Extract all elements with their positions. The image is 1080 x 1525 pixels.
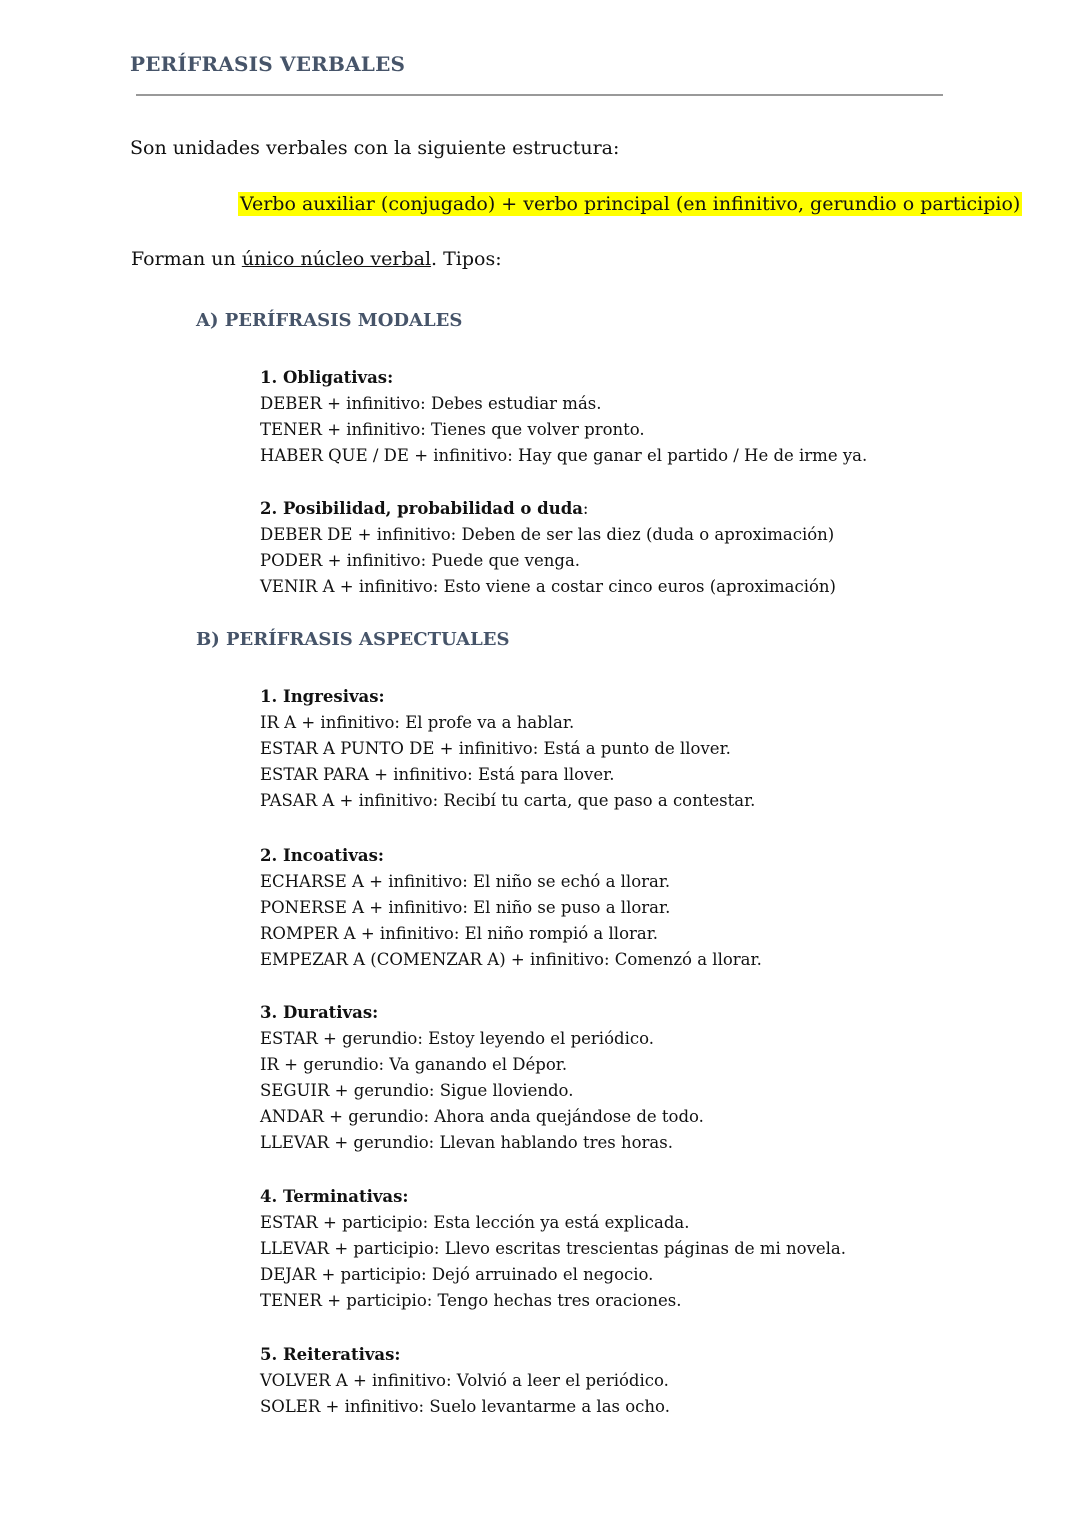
structure-highlight: Verbo auxiliar (conjugado) + verbo principal (en infinitivo, gerundio o participio) [240, 193, 1021, 215]
list-item: ECHARSE A + infinitivo: El niño se echó a llorar. [260, 872, 671, 891]
group-terminativas [260, 1184, 846, 1314]
forman-underlined: único núcleo verbal [241, 248, 432, 270]
list-item: IR + gerundio: Va ganando el Dépor. [260, 1055, 568, 1074]
list-item: LLEVAR + participio: Llevo escritas trescientas páginas de mi novela. [260, 1239, 847, 1258]
group-title: 1. Ingresivas: [260, 687, 385, 706]
list-item: VOLVER A + infinitivo: Volvió a leer el periódico. [260, 1371, 669, 1390]
title-divider [136, 94, 943, 96]
section-heading-modales: A) PERÍFRASIS MODALES [196, 310, 463, 331]
list-item: HABER QUE / DE + infinitivo: Hay que ganar el partido / He de irme ya. [260, 446, 868, 465]
list-item: PONERSE A + infinitivo: El niño se puso a llorar. [260, 898, 671, 917]
list-item: TENER + infinitivo: Tienes que volver pronto. [260, 420, 645, 439]
group-title: 3. Durativas: [260, 1003, 379, 1022]
group-durativas [260, 1000, 704, 1156]
group-title: 5. Reiterativas: [260, 1345, 401, 1364]
list-item: ANDAR + gerundio: Ahora anda quejándose de todo. [260, 1107, 704, 1126]
list-item: EMPEZAR A (COMENZAR A) + infinitivo: Comenzó a llorar. [260, 950, 762, 969]
group-title-row [260, 496, 836, 522]
list-item: DEBER + infinitivo: Debes estudiar más. [260, 394, 602, 413]
list-item: DEJAR + participio: Dejó arruinado el negocio. [260, 1265, 654, 1284]
group-incoativas [260, 843, 762, 973]
group-posibilidad [260, 496, 836, 600]
section-heading-aspectuales: B) PERÍFRASIS ASPECTUALES [196, 629, 510, 650]
group-title: 2. Incoativas: [260, 846, 384, 865]
list-item: ESTAR PARA + infinitivo: Está para llover. [260, 765, 615, 784]
list-item: ESTAR + participio: Esta lección ya está explicada. [260, 1213, 690, 1232]
page-title: PERÍFRASIS VERBALES [130, 52, 406, 76]
group-title: 2. Posibilidad, probabilidad o duda [260, 499, 583, 518]
group-ingresivas [260, 684, 755, 814]
list-item: VENIR A + infinitivo: Esto viene a costar cinco euros (aproximación) [260, 577, 836, 596]
group-title: 4. Terminativas: [260, 1187, 409, 1206]
list-item: PODER + infinitivo: Puede que venga. [260, 551, 581, 570]
list-item: LLEVAR + gerundio: Llevan hablando tres horas. [260, 1133, 673, 1152]
forman-suffix: . Tipos: [431, 248, 502, 270]
list-item: SOLER + infinitivo: Suelo levantarme a las ocho. [260, 1397, 670, 1416]
forman-text [131, 248, 502, 270]
list-item: ESTAR A PUNTO DE + infinitivo: Está a punto de llover. [260, 739, 731, 758]
group-obligativas [260, 365, 867, 469]
forman-prefix: Forman un [131, 248, 242, 270]
list-item: DEBER DE + infinitivo: Deben de ser las diez (duda o aproximación) [260, 525, 835, 544]
list-item: ROMPER A + infinitivo: El niño rompió a llorar. [260, 924, 659, 943]
list-item: TENER + participio: Tengo hechas tres oraciones. [260, 1291, 682, 1310]
group-title: 1. Obligativas: [260, 368, 394, 387]
group-title-suffix: : [582, 499, 589, 518]
group-reiterativas [260, 1342, 670, 1420]
list-item: PASAR A + infinitivo: Recibí tu carta, que paso a contestar. [260, 791, 756, 810]
list-item: ESTAR + gerundio: Estoy leyendo el periódico. [260, 1029, 654, 1048]
structure-formula [238, 193, 1022, 215]
intro-text: Son unidades verbales con la siguiente estructura: [130, 137, 620, 159]
list-item: SEGUIR + gerundio: Sigue lloviendo. [260, 1081, 574, 1100]
list-item: IR A + infinitivo: El profe va a hablar. [260, 713, 575, 732]
